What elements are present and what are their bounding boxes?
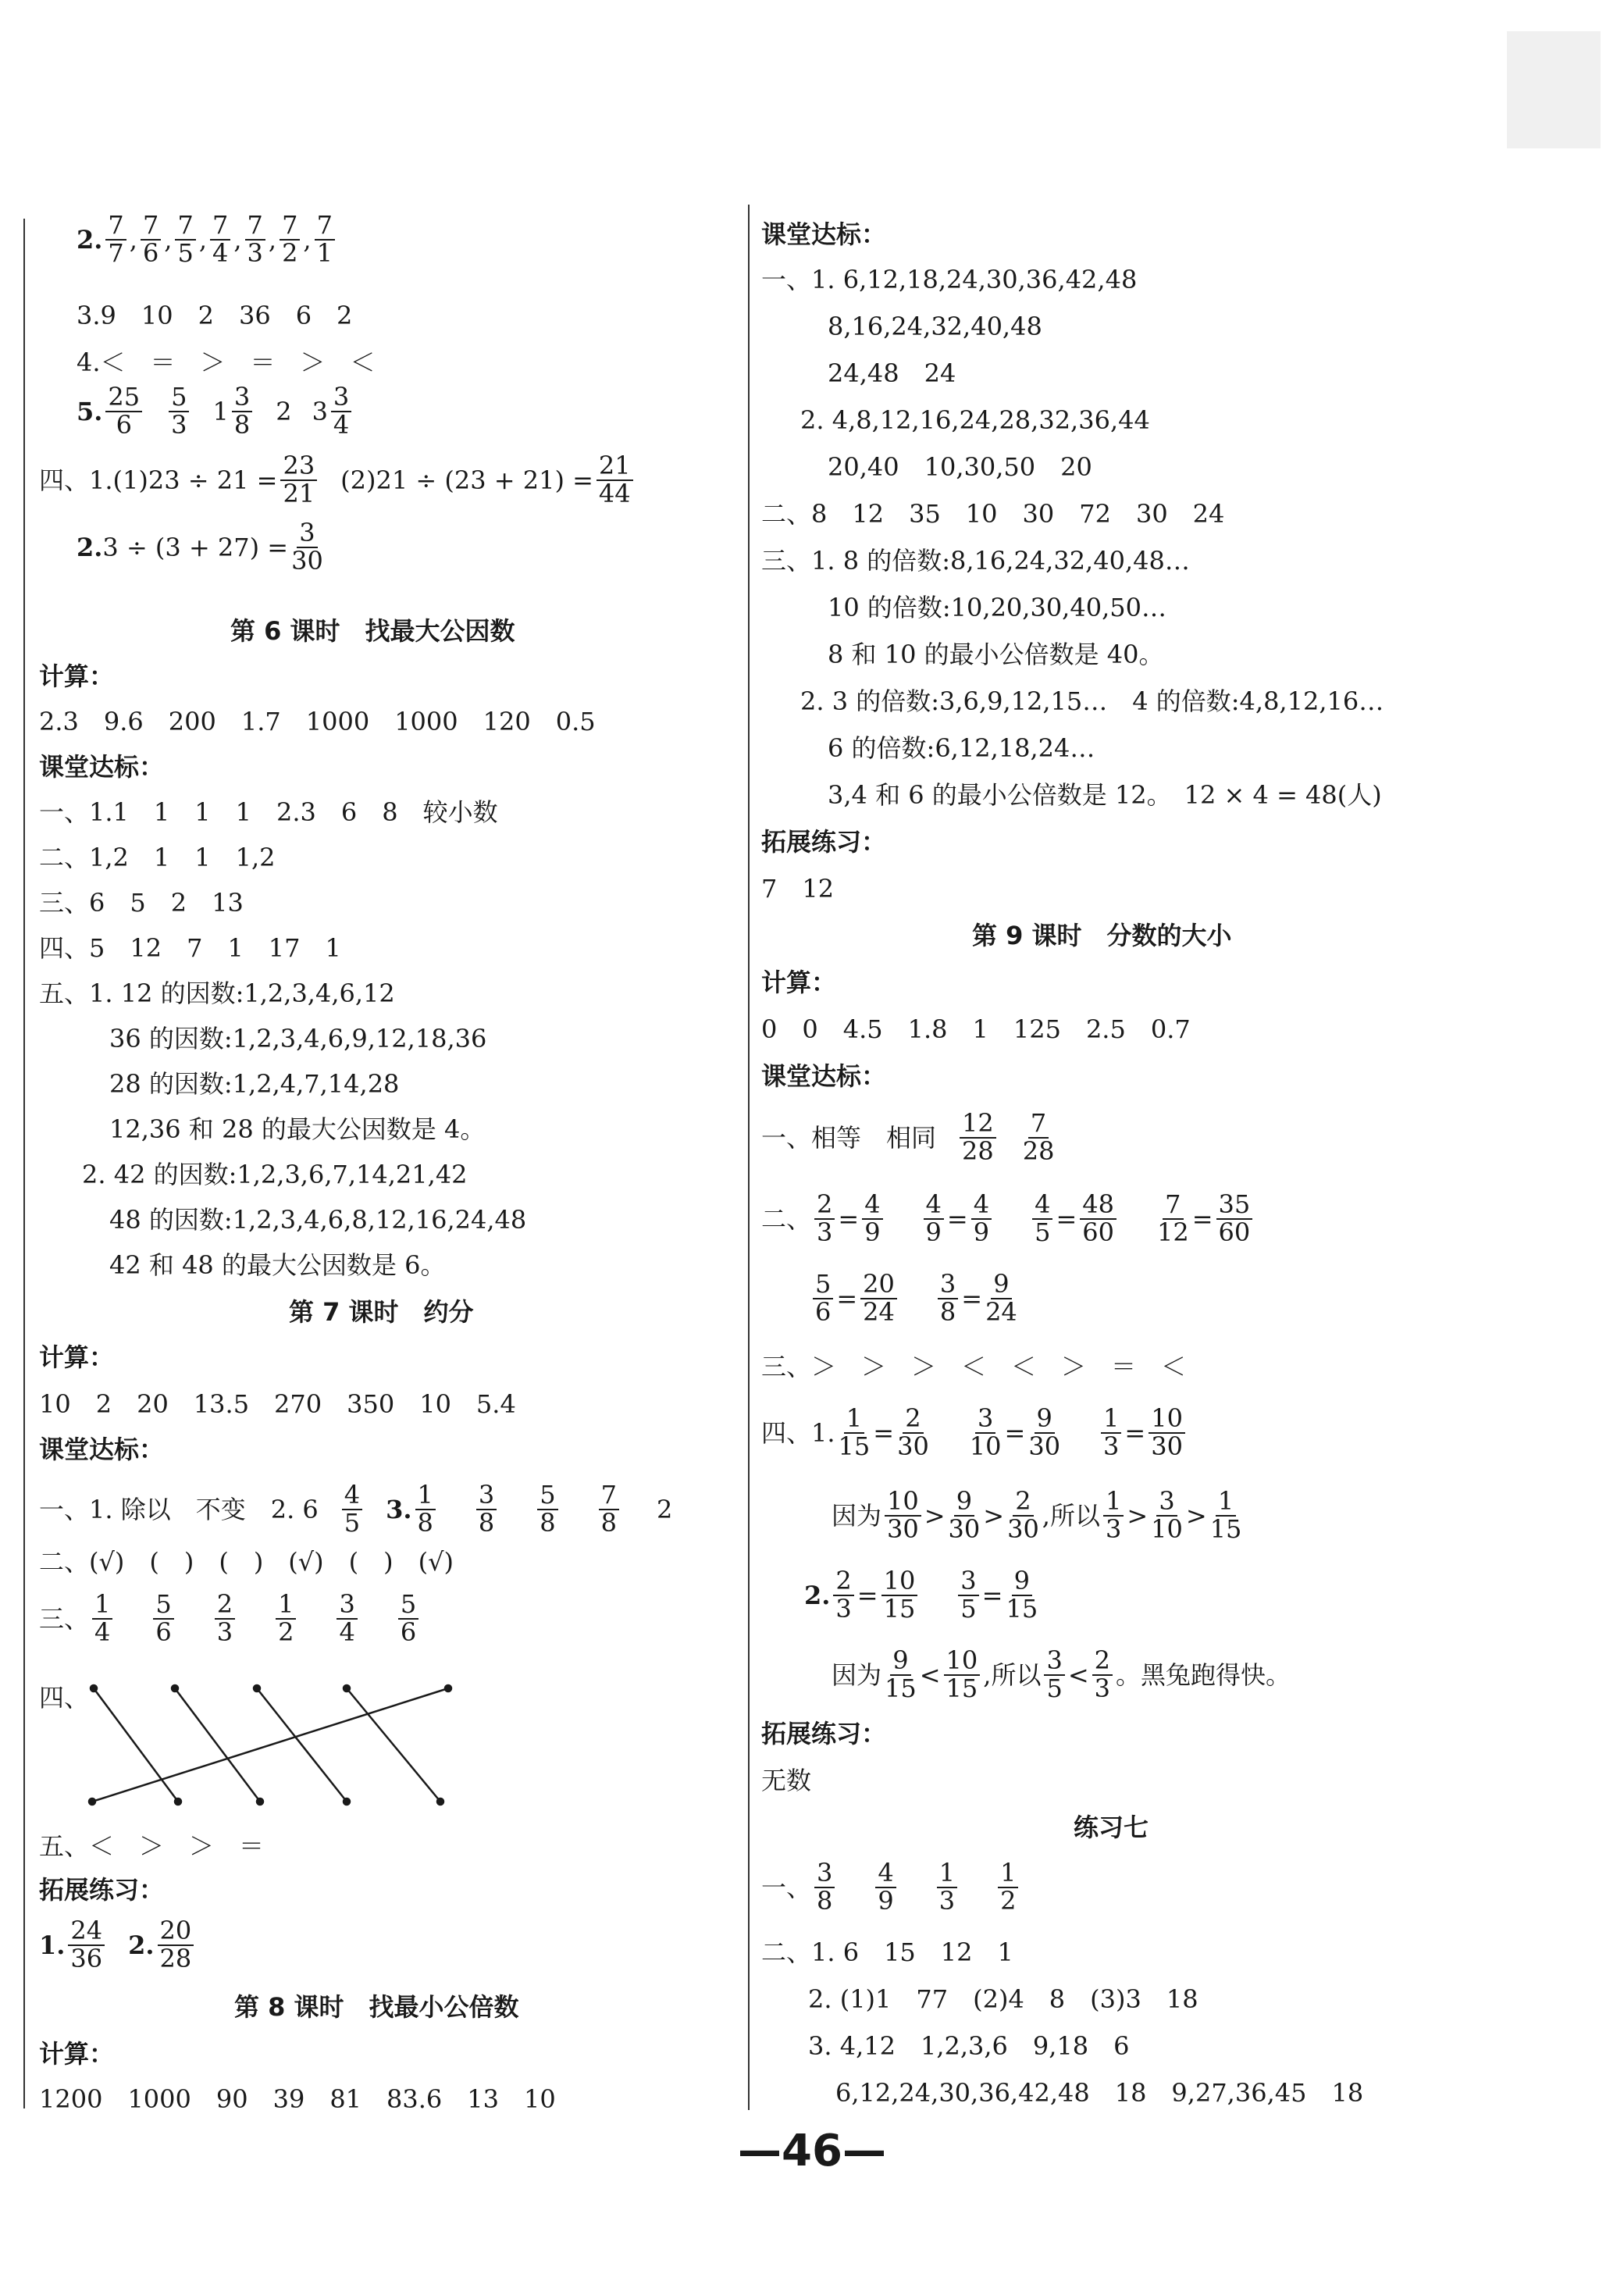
answer-line: 20,40 10,30,50 20 xyxy=(828,452,1092,482)
answer-line: 1200 1000 90 39 81 83.6 13 10 xyxy=(39,2084,556,2114)
answer-line: 2. (1)1 77 (2)4 8 (3)3 18 xyxy=(808,1984,1198,2014)
answer-line: 2. $\frac{7}{7}$ , $\frac{7}{6}$ , $\frac{7}{5}$ , $\frac{7}{4}$ , $\frac{7}{3}$ , $\frac{7}{2}$ , $\frac{7}{1}$ xyxy=(77,212,338,266)
answer-line: 一、1. 除以 不变 2. 6 $\frac{4}{5}$ 3. $\frac{1}{8}$ $\frac{3}{8}$ $\frac{5}{8}$ $\frac{7}{8}$ 2 xyxy=(39,1480,673,1538)
answer-line: 2.3 9.6 200 1.7 1000 1000 120 0.5 xyxy=(39,707,596,736)
answer-line: 6 的倍数:6,12,18,24… xyxy=(828,733,1095,763)
answer-line: 一、相等 相同 $\frac{12}{28}$ $\frac{7}{28}$ xyxy=(761,1108,1055,1166)
section-heading: 第 6 课时 找最大公因数 xyxy=(230,616,515,646)
answer-line: 4.＜ ＝ ＞ ＝ ＞ ＜ xyxy=(77,348,376,377)
answer-line: 三、6 5 2 13 xyxy=(39,888,244,918)
section-heading: 第 9 课时 分数的大小 xyxy=(972,921,1232,950)
answer-line: 五、＜ ＞ ＞ ＝ xyxy=(39,1831,265,1861)
calc-label: 计算： xyxy=(39,661,115,691)
answer-line: 2. $\frac{2}{3}$ = $\frac{10}{15}$ $\frac{3}{5}$ = $\frac{9}{15}$ xyxy=(804,1566,1038,1624)
answer-line: 五、1. 12 的因数:1,2,3,4,6,12 xyxy=(39,978,395,1008)
answer-line: 无数 xyxy=(761,1766,812,1795)
answer-line: 二、8 12 35 10 30 72 30 24 xyxy=(761,499,1225,529)
answer-line: 2. 4,8,12,16,24,28,32,36,44 xyxy=(800,405,1150,435)
answer-line: 四、5 12 7 1 17 1 xyxy=(39,933,341,963)
answer-line: 因为 $\frac{9}{15}$ < $\frac{10}{15}$ ,所以 $\frac{3}{5}$ < $\frac{2}{3}$ 。黑兔跑得快。 xyxy=(832,1645,1291,1703)
answer-line: 7 12 xyxy=(761,874,835,904)
answer-line: 一、1.1 1 1 1 2.3 6 8 较小数 xyxy=(39,797,498,827)
page-corner-shading xyxy=(1507,31,1601,148)
extension-label: 拓展练习： xyxy=(761,1719,887,1748)
column-divider xyxy=(748,205,750,2110)
answer-line: 1. $\frac{24}{36}$ 2. $\frac{20}{28}$ xyxy=(39,1918,197,1972)
answer-line: 3. 4,12 1,2,3,6 9,18 6 xyxy=(808,2031,1130,2061)
answer-line: 四、 xyxy=(39,1683,90,1713)
answer-line: 二、1,2 1 1 1,2 xyxy=(39,843,276,872)
answer-line: 8 和 10 的最小公倍数是 40。 xyxy=(828,640,1164,669)
answer-line: 二、1. 6 15 12 1 xyxy=(761,1937,1013,1967)
answer-line: 48 的因数:1,2,3,4,6,8,12,16,24,48 xyxy=(109,1205,527,1235)
answer-line: 四、1. $\frac{1}{15}$ = $\frac{2}{30}$ $\frac{3}{10}$ = $\frac{9}{30}$ $\frac{1}{3}$ = $\frac{10}{30}$ xyxy=(761,1406,1188,1460)
class-label: 课堂达标： xyxy=(39,752,165,782)
section-heading: 第 7 课时 约分 xyxy=(289,1297,474,1327)
answer-line: 36 的因数:1,2,3,4,6,9,12,18,36 xyxy=(109,1024,487,1053)
answer-line: 三、 $\frac{1}{4}$ $\frac{5}{6}$ $\frac{2}{3}$ $\frac{1}{2}$ $\frac{3}{4}$ $\frac{5}{6}$ xyxy=(39,1592,422,1645)
extension-label: 拓展练习： xyxy=(39,1875,165,1905)
extension-label: 拓展练习： xyxy=(761,827,887,857)
answer-line: 6,12,24,30,36,42,48 18 9,27,36,45 18 xyxy=(835,2078,1364,2108)
answer-line: $\frac{5}{6}$ = $\frac{20}{24}$ $\frac{3}{8}$ = $\frac{9}{24}$ xyxy=(810,1271,1020,1325)
page-number: —46— xyxy=(738,2126,886,2176)
answer-line: 12,36 和 28 的最大公因数是 4。 xyxy=(109,1114,486,1144)
answer-line: 3.9 10 2 36 6 2 xyxy=(77,301,353,330)
answer-line: 2. 42 的因数:1,2,3,6,7,14,21,42 xyxy=(82,1160,468,1189)
answer-line: 一、 $\frac{3}{8}$ $\frac{4}{9}$ $\frac{1}{3}$ $\frac{1}{2}$ xyxy=(761,1860,1021,1914)
matching-diagram xyxy=(78,1679,515,1835)
answer-line: 二、 $\frac{2}{3}$ = $\frac{4}{9}$ $\frac{4}{9}$ = $\frac{4}{9}$ $\frac{4}{5}$ = $\frac{48}{60}$ $\frac{7}{12}$ = $\frac{35}{60}$ xyxy=(761,1192,1255,1246)
answer-line: 42 和 48 的最大公因数是 6。 xyxy=(109,1250,446,1280)
answer-line: 10 2 20 13.5 270 350 10 5.4 xyxy=(39,1389,516,1419)
calc-label: 计算： xyxy=(39,1342,115,1372)
left-margin-rule xyxy=(23,219,25,2108)
class-label: 课堂达标： xyxy=(761,1061,887,1091)
answer-line: 因为 $\frac{10}{30}$ > $\frac{9}{30}$ > $\frac{2}{30}$ ,所以 $\frac{1}{3}$ > $\frac{3}{10}$ > $\frac{1}{15}$ xyxy=(832,1486,1242,1544)
answer-line: 3,4 和 6 的最小公倍数是 12。 12 × 4 = 48(人) xyxy=(828,780,1382,810)
answer-line: 二、(√) ( ) ( ) (√) ( ) (√) xyxy=(39,1547,454,1577)
answer-line: 8,16,24,32,40,48 xyxy=(828,312,1042,341)
answer-line: 三、＞ ＞ ＞ ＜ ＜ ＞ ＝ ＜ xyxy=(761,1352,1187,1381)
calc-label: 计算： xyxy=(761,968,837,997)
answer-line: 10 的倍数:10,20,30,40,50… xyxy=(828,593,1166,622)
calc-label: 计算： xyxy=(39,2039,115,2069)
answer-line: 28 的因数:1,2,4,7,14,28 xyxy=(109,1069,400,1099)
class-label: 课堂达标： xyxy=(39,1435,165,1464)
answer-line: 2. 3 的倍数:3,6,9,12,15… 4 的倍数:4,8,12,16… xyxy=(800,686,1384,716)
section-heading: 练习七 xyxy=(1074,1813,1149,1842)
answer-line: 2. 3 ÷ (3 + 27) = $\frac{3}{30}$ xyxy=(77,518,323,576)
answer-line: 0 0 4.5 1.8 1 125 2.5 0.7 xyxy=(761,1014,1191,1044)
answer-line: 5. $\frac{25}{6}$ $\frac{5}{3}$ 1 $\frac{3}{8}$ 2 3 $\frac{3}{4}$ xyxy=(77,384,354,438)
answer-line: 一、1. 6,12,18,24,30,36,42,48 xyxy=(761,265,1138,294)
answer-line: 24,48 24 xyxy=(828,358,956,388)
answer-line: 四、1. (1)23 ÷ 21 = $\frac{23}{21}$ (2)21 ÷ (23 + 21) = $\frac{21}{44}$ xyxy=(39,453,636,507)
class-label: 课堂达标： xyxy=(761,219,887,249)
section-heading: 第 8 课时 找最小公倍数 xyxy=(234,1992,519,2022)
answer-line: 三、1. 8 的倍数:8,16,24,32,40,48… xyxy=(761,546,1190,576)
